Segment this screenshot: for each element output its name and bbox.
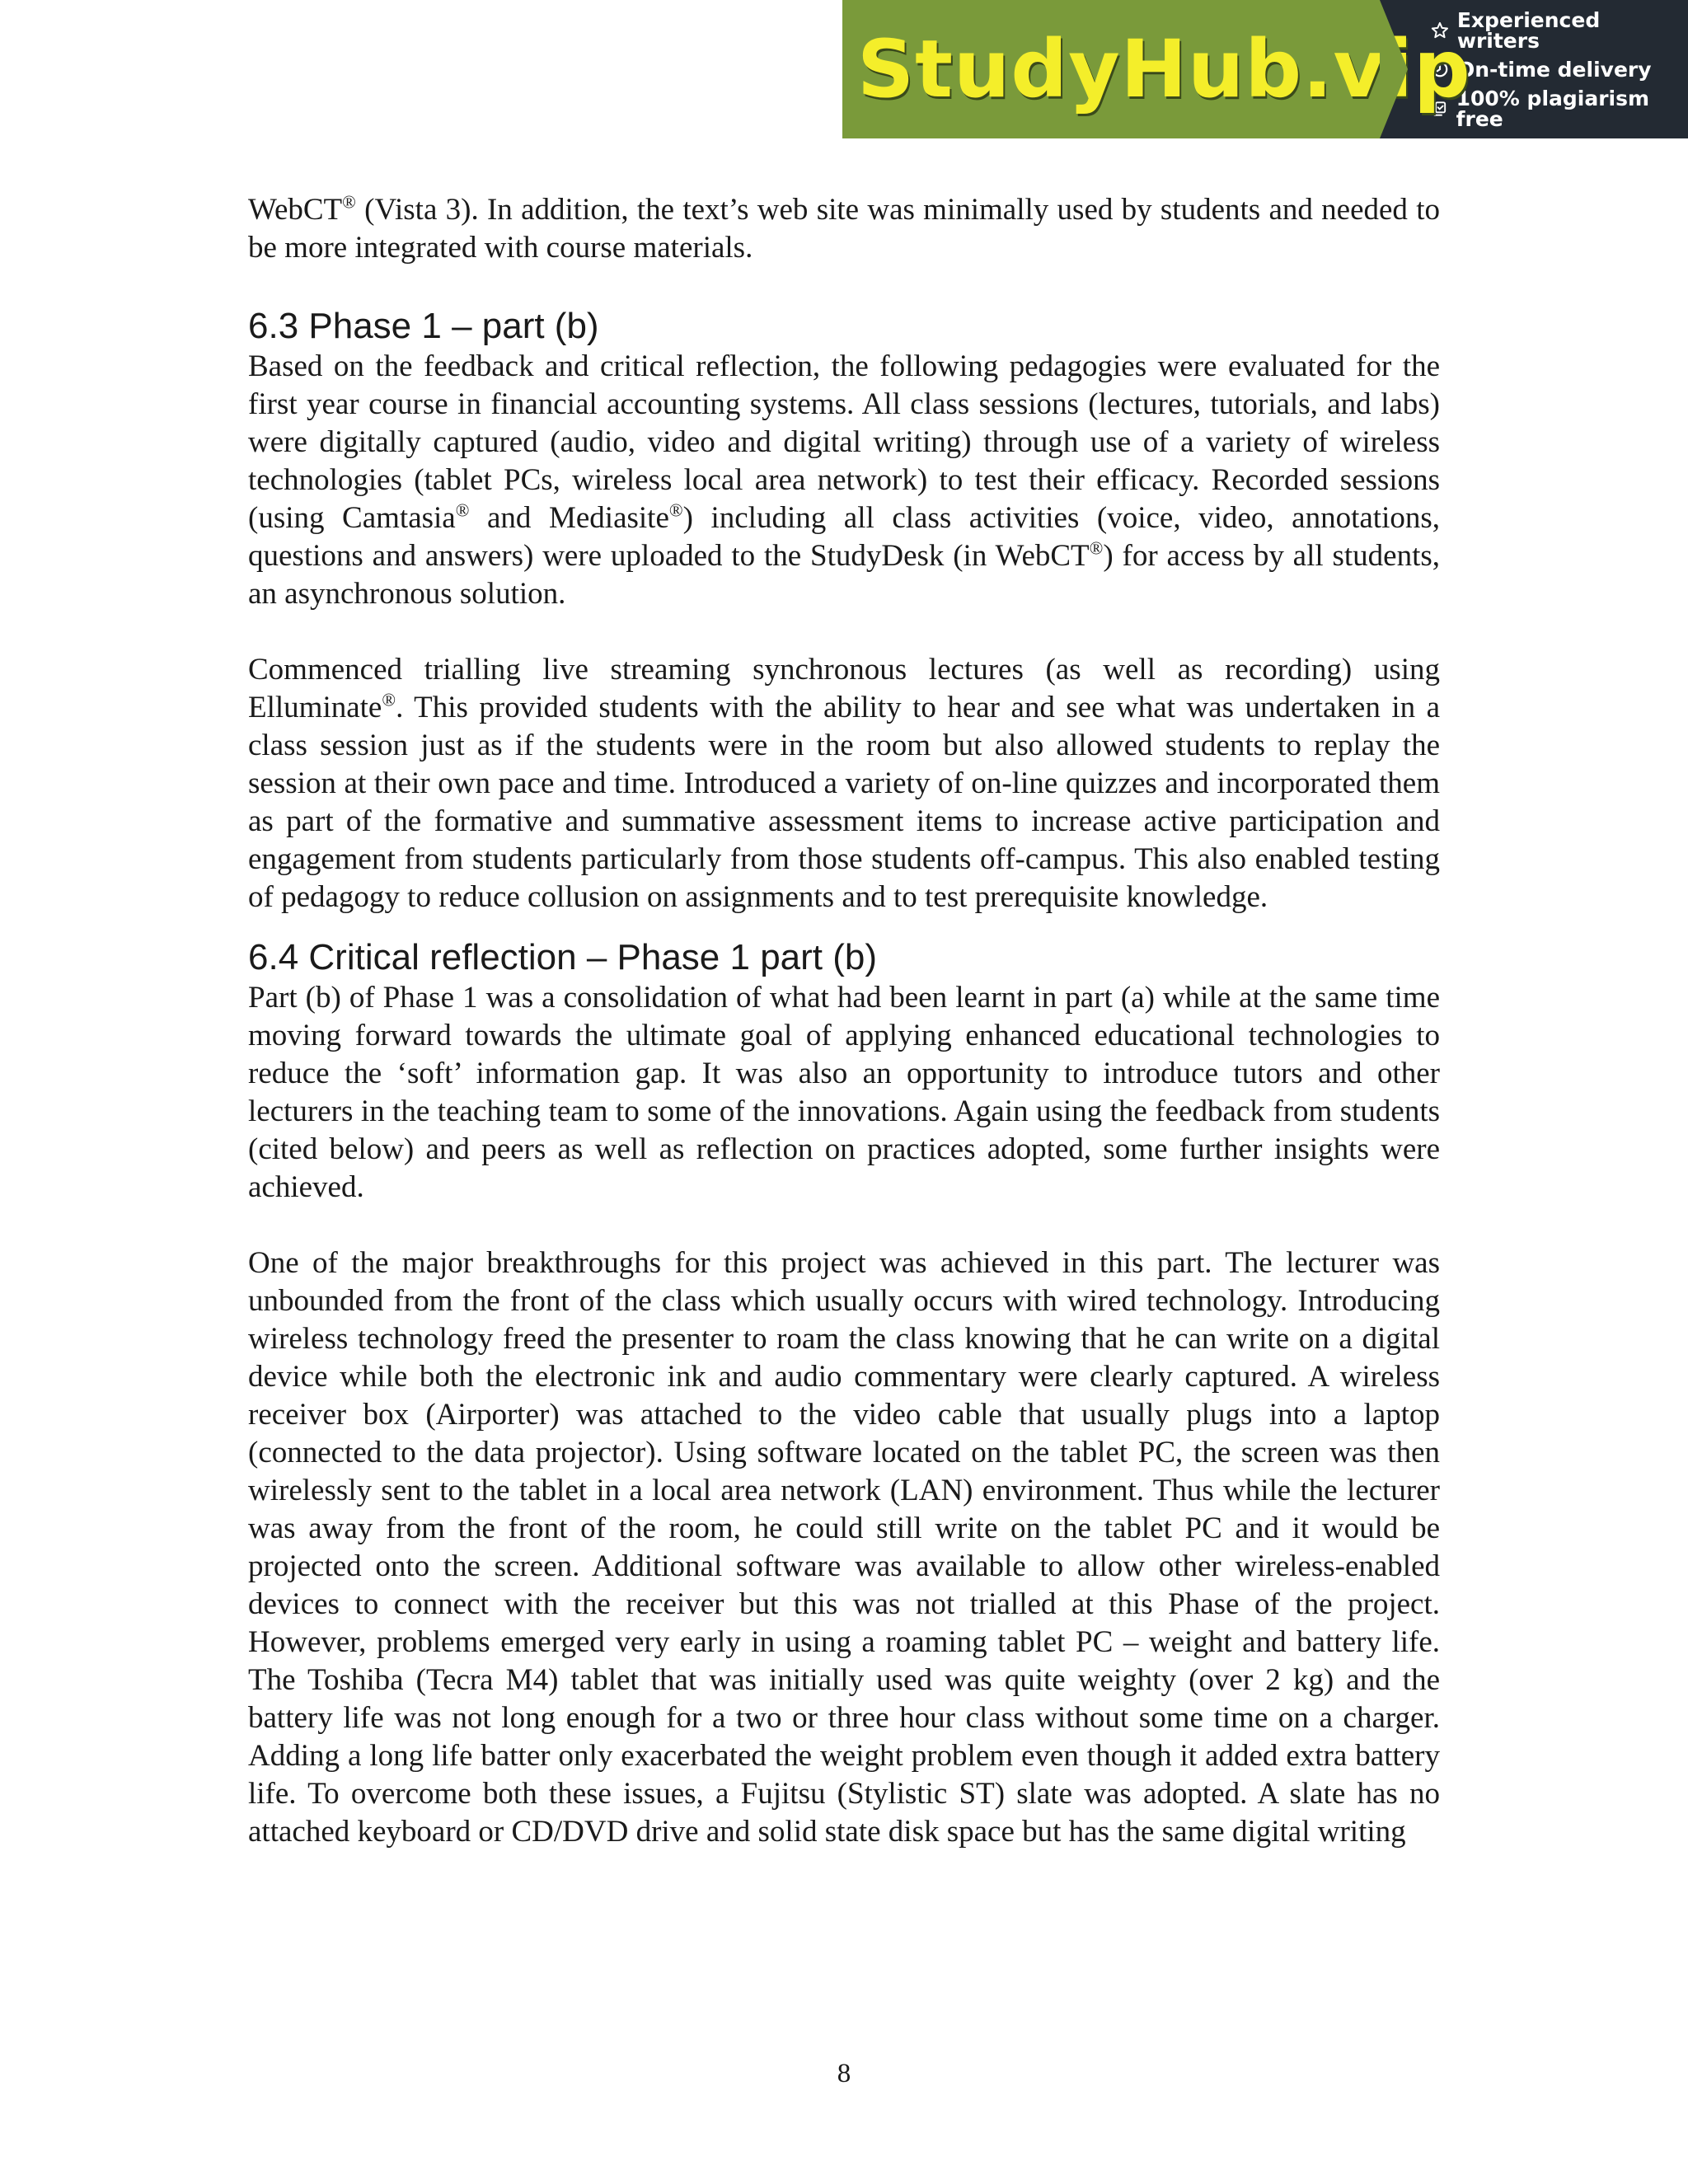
paragraph-consolidation: Part (b) of Phase 1 was a consolidation of what had been learnt in part (a) while at the same time moving forward towards the ultimate goal of applying enhanced educational technologies to reduce the ‘soft’ information gap. It was also an opportunity to introduce tutors and other lecturers in the teaching team to some of the innovations. Again using the feedback from students (cited below) and peers as well as reflection on practices adopted, some further insights were achieved. xyxy=(248,981,1440,1204)
registered-mark: ® xyxy=(1089,537,1104,559)
paragraph-breakthroughs: One of the major breakthroughs for this project was achieved in this part. The lecturer was unbounded from the front of the class which usually occurs with wired technology. Introducing wireless technology freed the presenter to roam the class knowing that he can write on a digital device while both the electronic ink and audio commentary were clearly captured. A wireless receiver box (Airporter) was attached to the video cable that usually plugs into a laptop (connected to the data projector). Using software located on the tablet PC, the screen was then wirelessly sent to the tablet in a local area network (LAN) environment. Thus while the lecturer was away from the front of the room, he could still write on the tablet PC and it would be projected onto the screen. Additional software was available to allow other wireless-enabled devices to connect with the receiver but this was not trialled at this Phase of the project. However, problems emerged very early in using a roaming tablet PC – weight and battery life. The Toshiba (Tecra M4) tablet that was initially used was quite weighty (over 2 kg) and the battery life was not long enough for a two or three hour class without some time on a charger. Adding a long life batter only exacerbated the weight problem even though it added extra battery life. To overcome both these issues, a Fujitsu (Stylistic ST) slate was adopted. A slate has no attached keyboard or CD/DVD drive and solid state disk space but has the same digital writing xyxy=(248,1246,1440,1849)
studyhub-banner[interactable] xyxy=(842,0,1688,138)
section-heading-6-4: 6.4 Critical reflection – Phase 1 part (b) xyxy=(248,937,878,977)
paragraph-live-streaming: Commenced trialling live streaming synchronous lectures (as well as recording) using Elluminate®. This provided students with the ability to hear and see what was undertaken in a class session just as if the students were in the room but also allowed students to replay the session at their own pace and time. Introduced a variety of on-line quizzes and incorporated them as part of the formative and summative assessment items to increase active participation and engagement from students particularly from those students off-campus. This also enabled testing of pedagogy to reduce collusion on assignments and to test prerequisite knowledge. xyxy=(248,653,1440,914)
spacer xyxy=(248,916,1440,936)
spacer xyxy=(248,267,1440,305)
paragraph-pedagogies: Based on the feedback and critical reflection, the following pedagogies were evaluated for the first year course in financial accounting systems. All class sessions (lectures, tutorials, and labs) were digitally captured (audio, video and digital writing) through use of a variety of wireless technologies (tablet PCs, wireless local area network) to test their efficacy. Recorded sessions (using Camtasia® and Mediasite®) including all class activities (voice, video, annotations, questions and answers) were uploaded to the StudyDesk (in WebCT®) for access by all students, an asynchronous solution. xyxy=(248,349,1440,611)
registered-mark: ® xyxy=(668,499,683,521)
spacer xyxy=(248,1207,1440,1244)
spacer xyxy=(248,613,1440,651)
registered-mark: ® xyxy=(455,499,470,521)
registered-mark: ® xyxy=(382,689,396,710)
registered-mark: ® xyxy=(342,191,356,213)
page-number: 8 xyxy=(837,2059,851,2088)
studyhub-logo xyxy=(842,0,1471,138)
feature-label: Experienced writers xyxy=(1456,7,1601,53)
section-heading-6-3: 6.3 Phase 1 – part (b) xyxy=(248,306,599,346)
logo-text: StudyHub.vip xyxy=(857,23,1471,115)
document-body xyxy=(248,191,1440,1851)
feature-label: 100% plagiarism free xyxy=(1456,86,1650,131)
feature-label: On-time delivery xyxy=(1457,57,1652,82)
paragraph-webct-intro: WebCT® (Vista 3). In addition, the text’s web site was minimally used by students and needed to be more integrated with course materials. xyxy=(248,191,1440,265)
